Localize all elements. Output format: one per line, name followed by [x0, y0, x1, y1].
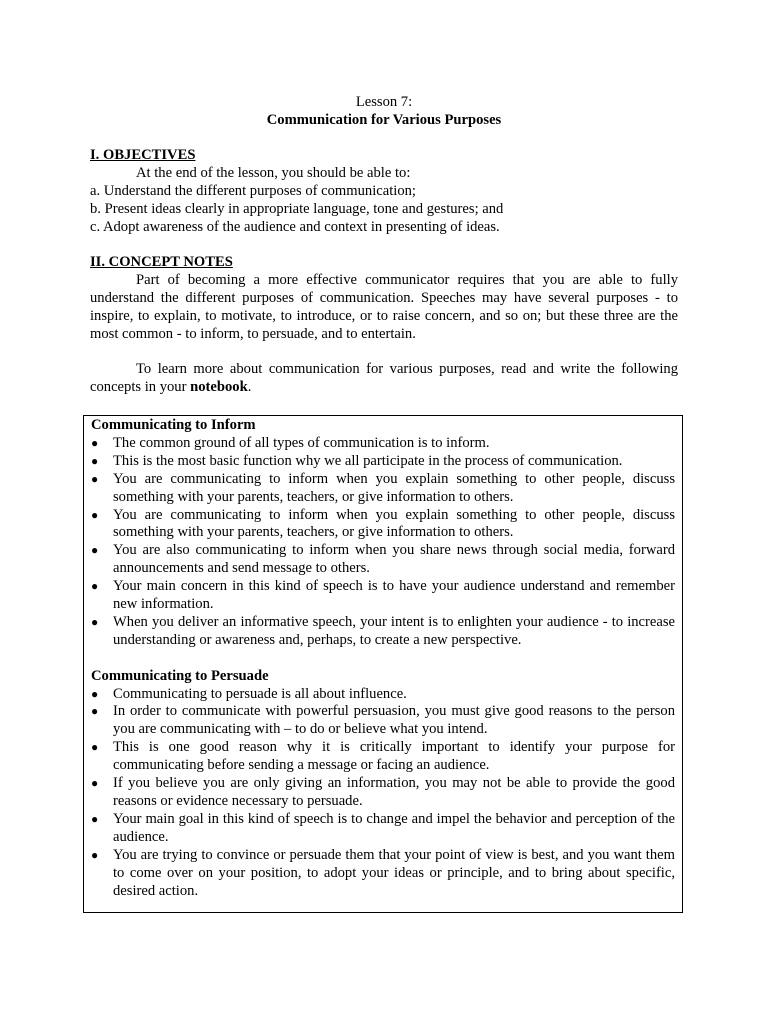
list-item-text: This is the most basic function why we all participate in the process of communication. [113, 452, 623, 469]
bullet-icon: ● [91, 614, 99, 629]
notebook-emphasis: notebook [190, 379, 248, 396]
bullet-icon: ● [91, 435, 99, 450]
list-item [91, 578, 675, 614]
list-item-text: Communicating to persuade is all about influence. [113, 685, 407, 702]
paragraph-spacer [90, 344, 678, 362]
list-item [91, 775, 675, 811]
list-item-text: In order to communicate with powerful persuasion, you must give good reasons to the person you are communicating with – to do or believe what you intend. [113, 703, 675, 738]
bullet-icon: ● [91, 704, 99, 719]
objectives-heading: I. OBJECTIVES [90, 147, 196, 163]
bullet-icon: ● [91, 740, 99, 755]
list-item [91, 739, 675, 775]
list-item-text: When you deliver an informative speech, your intent is to enlighten your audience - to increase understanding or awareness and, perhaps, to create a new perspective. [113, 613, 675, 648]
bullet-icon: ● [91, 471, 99, 486]
concept-notes-heading: II. CONCEPT NOTES [90, 254, 233, 270]
box-spacer [91, 650, 675, 668]
lesson-number: Lesson 7: [355, 94, 413, 110]
objectives-intro: At the end of the lesson, you should be able to: [136, 164, 411, 181]
list-item [91, 542, 675, 578]
objectives-section [90, 147, 678, 237]
bullet-icon: ● [91, 453, 99, 468]
concept-notes-section [90, 254, 678, 397]
paragraph-2-end: . [247, 379, 252, 396]
concept-paragraph-2 [90, 361, 678, 397]
list-item-text: If you believe you are only giving an information, you may not be able to provide the good reasons or evidence necessary to persuade. [113, 775, 675, 810]
list-item-text: You are communicating to inform when you explain something to other people, discuss something with your parents, teachers, or give information to others. [113, 470, 675, 505]
list-item-text: Your main goal in this kind of speech is to change and impel the behavior and perception of the audience. [113, 810, 675, 845]
bullet-icon: ● [91, 686, 99, 701]
objective-item-c: c. Adopt awareness of the audience and context in presenting of ideas. [90, 218, 500, 235]
list-item-text: This is one good reason why it is critically important to identify your purpose for communicating before sending a message or facing an audience. [113, 739, 675, 774]
bullet-icon: ● [91, 543, 99, 558]
bullet-icon: ● [91, 847, 99, 862]
list-item [91, 471, 675, 507]
objective-item-a: a. Understand the different purposes of communication; [90, 182, 416, 199]
list-item [91, 435, 675, 453]
inform-heading: Communicating to Inform [91, 417, 256, 433]
bullet-icon: ● [91, 579, 99, 594]
inform-bullet-list [91, 435, 675, 650]
list-item [91, 847, 675, 901]
purposes-box [83, 415, 683, 913]
objective-item-b: b. Present ideas clearly in appropriate language, tone and gestures; and [90, 200, 504, 217]
list-item-text: You are also communicating to inform when you share news through social media, forward announcements and send message to others. [113, 542, 675, 577]
bullet-icon: ● [91, 811, 99, 826]
list-item [91, 811, 675, 847]
persuade-bullet-list [91, 686, 675, 901]
list-item [91, 686, 675, 704]
concept-paragraph-1: Part of becoming a more effective communicator requires that you are able to fully understand the different purposes of communication. Speeches may have several purposes - to inspire, to explain, to motivate, to introduce, or to raise concern, and so on; but these three are the most common - to inform, to persuade, and to entertain. [90, 271, 678, 342]
list-item-text: You are communicating to inform when you explain something to other people, discuss something with your parents, teachers, or give information to others. [113, 506, 675, 541]
lesson-title: Communication for Various Purposes [266, 112, 502, 128]
list-item [91, 507, 675, 543]
list-item [91, 614, 675, 650]
list-item-text: The common ground of all types of communication is to inform. [113, 434, 490, 451]
bullet-icon: ● [91, 776, 99, 791]
paragraph-2-text: To learn more about communication for various purposes, read and write the following concepts in your [90, 361, 678, 396]
bullet-icon: ● [91, 507, 99, 522]
list-item [91, 453, 675, 471]
list-item [91, 703, 675, 739]
persuade-heading: Communicating to Persuade [91, 667, 269, 684]
list-item-text: You are trying to convince or persuade them that your point of view is best, and you want them to come over on your position, to adopt your ideas or principle, and to bring about specific, desired action. [113, 846, 675, 899]
list-item-text: Your main concern in this kind of speech is to have your audience understand and remember new information. [113, 578, 675, 613]
